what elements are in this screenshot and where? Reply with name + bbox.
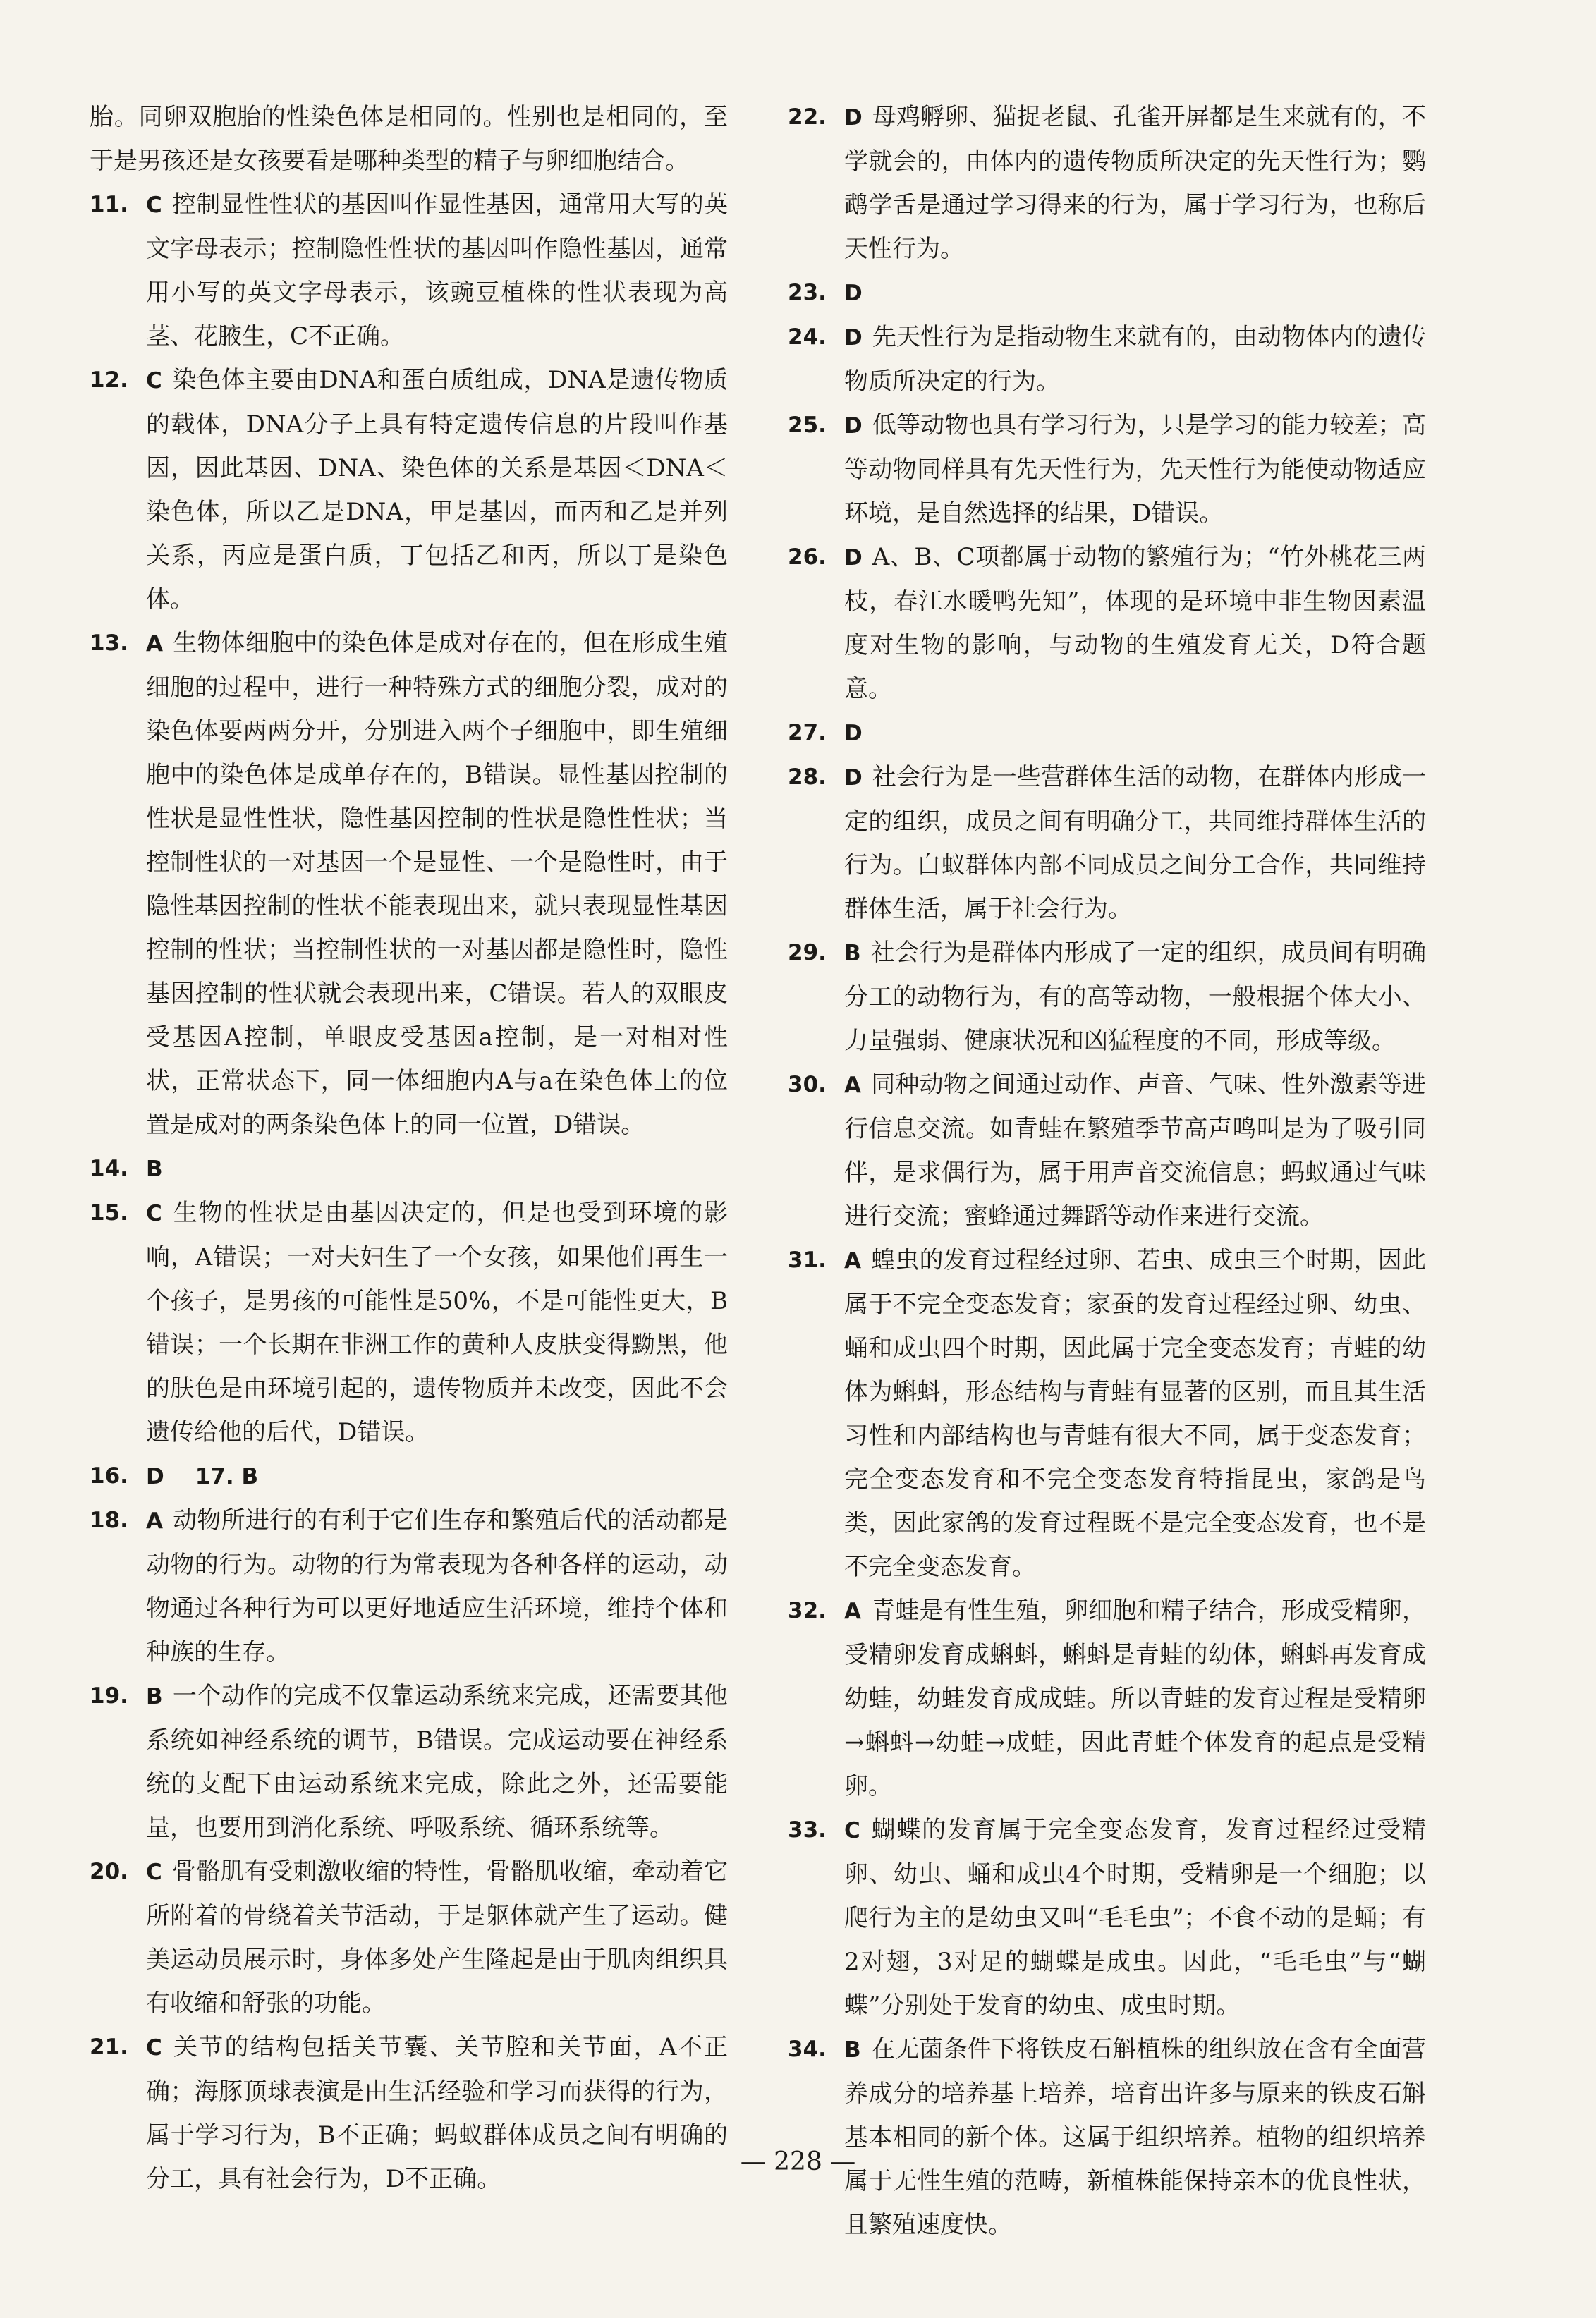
- item-number: 19.: [90, 1683, 128, 1709]
- item-number: 14.: [90, 1156, 128, 1181]
- answer-item-18: [90, 1499, 728, 1674]
- item-explanation: 低等动物也具有学习行为，只是学习的能力较差；高等动物同样具有先天性行为，先天性行为能使动物适应环境，是自然选择的结果，D错误。: [844, 411, 1426, 527]
- item-answer: D: [844, 281, 863, 306]
- item-number: 23.: [788, 280, 827, 305]
- item-explanation: 生物体细胞中的染色体是成对存在的，但在形成生殖细胞的过程中，进行一种特殊方式的细胞分裂，成对的染色体要两两分开，分别进入两个子细胞中，即生殖细胞中的染色体是成单存在的，B错误。显性基因控制的性状是显性性状，隐性基因控制的性状是隐性性状；当控制性状的一对基因一个是显性、一个是隐性时，由于隐性基因控制的性状不能表现出来，就只表现显性基因控制的性状；当控制性状的一对基因都是隐性时，隐性基因控制的性状就会表现出来，C错误。若人的双眼皮受基因A控制，单眼皮受基因a控制，是一对相对性状，正常状态下，同一体细胞内A与a在染色体上的位置是成对的两条染色体上的同一位置，D错误。: [146, 629, 728, 1139]
- answer-item-30: [788, 1063, 1426, 1238]
- answer-item-28: [788, 755, 1426, 931]
- item-number: 32.: [788, 1598, 827, 1623]
- item-number: 18.: [90, 1508, 128, 1533]
- item-explanation: 骨骼肌有受刺激收缩的特性，骨骼肌收缩，牵动着它所附着的骨绕着关节活动，于是躯体就产生了运动。健美运动员展示时，身体多处产生隆起是由于肌肉组织具有收缩和舒张的功能。: [146, 1858, 728, 2018]
- item-answer: D: [844, 105, 863, 130]
- answer-item-32: [788, 1589, 1426, 1808]
- item-answer: A: [844, 1073, 861, 1098]
- item-explanation: 控制显性性状的基因叫作显性基因，通常用大写的英文字母表示；控制隐性性状的基因叫作隐性基因，通常用小写的英文字母表示，该豌豆植株的性状表现为高茎、花腋生，C不正确。: [146, 190, 728, 350]
- page-number: — 228 —: [740, 2147, 856, 2176]
- item-number: 16.: [90, 1463, 128, 1489]
- item-explanation: 母鸡孵卵、猫捉老鼠、孔雀开屏都是生来就有的，不学就会的，由体内的遗传物质所决定的先天性行为；鹦鹉学舌是通过学习得来的行为，属于学习行为，也称后天性行为。: [844, 103, 1426, 263]
- answer-item-33: [788, 1808, 1426, 2027]
- item-number: 29.: [788, 940, 827, 965]
- item-answer: C: [146, 1201, 162, 1226]
- item-explanation: A、B、C项都属于动物的繁殖行为；“竹外桃花三两枝，春江水暖鸭先知”，体现的是环境中非生物因素温度对生物的影响，与动物的生殖发育无关，D符合题意。: [844, 543, 1426, 703]
- item-answer: A: [844, 1599, 861, 1624]
- answer-item-11: [90, 183, 728, 358]
- item-number: 27.: [788, 720, 827, 745]
- answer-item-29: [788, 931, 1426, 1063]
- item-explanation: 染色体主要由DNA和蛋白质组成，DNA是遗传物质的载体，DNA分子上具有特定遗传信息的片段叫作基因，因此基因、DNA、染色体的关系是基因＜DNA＜染色体，所以乙是DNA，甲是基因，而丙和乙是并列关系，丙应是蛋白质，丁包括乙和丙，所以丁是染色体。: [146, 366, 728, 614]
- item-number: 25.: [788, 413, 827, 438]
- item-answer: C: [146, 1860, 162, 1885]
- item-number: 22.: [788, 104, 827, 130]
- answer-item-31: [788, 1238, 1426, 1589]
- item-answer: D: [844, 721, 863, 746]
- item-explanation: 动物所进行的有利于它们生存和繁殖后代的活动都是动物的行为。动物的行为常表现为各种各样的运动，动物通过各种行为可以更好地适应生活环境，维持个体和种族的生存。: [146, 1506, 728, 1666]
- answer-item-19: [90, 1674, 728, 1850]
- item-number: 11.: [90, 192, 128, 217]
- item-explanation: 社会行为是群体内形成了一定的组织，成员间有明确分工的动物行为，有的高等动物，一般根据个体大小、力量强弱、健康状况和凶猛程度的不同，形成等级。: [844, 939, 1426, 1055]
- item-number: 30.: [788, 1072, 827, 1097]
- item-answer: C: [146, 368, 162, 394]
- answer-item-34: [788, 2027, 1426, 2247]
- item-number: 33.: [788, 1817, 827, 1843]
- answer-item-14: [90, 1147, 728, 1191]
- answer-item-25: [788, 403, 1426, 535]
- item-explanation: 蝴蝶的发育属于完全变态发育，发育过程经过受精卵、幼虫、蛹和成虫4个时期，受精卵是一个细胞；以爬行为主的是幼虫又叫“毛毛虫”；不食不动的是蛹；有2对翅，3对足的蝴蝶是成虫。因此，“毛毛虫”与“蝴蝶”分别处于发育的幼虫、成虫时期。: [844, 1816, 1426, 2020]
- item-answer: D: [844, 413, 863, 439]
- answer-item-20: [90, 1850, 728, 2025]
- answer-item-26: [788, 535, 1426, 711]
- answer-item-22: [788, 95, 1426, 271]
- item-answer: D: [844, 545, 863, 571]
- item-explanation: 社会行为是一些营群体生活的动物，在群体内形成一定的组织，成员之间有明确分工，共同维持群体生活的行为。白蚁群体内部不同成员之间分工合作，共同维持群体生活，属于社会行为。: [844, 763, 1426, 923]
- item-answer: C: [146, 193, 162, 218]
- item-number: 26.: [788, 544, 827, 570]
- item-17-answer: 17. B: [195, 1464, 259, 1489]
- item-answer: A: [844, 1248, 861, 1274]
- item-answer: C: [844, 1818, 860, 1843]
- item-answer: D: [844, 325, 863, 350]
- item-answer: B: [146, 1157, 163, 1182]
- item-number: 13.: [90, 630, 128, 656]
- answer-item-15: [90, 1191, 728, 1454]
- item-number: 12.: [90, 367, 128, 393]
- item-explanation: 在无菌条件下将铁皮石斛植株的组织放在含有全面营养成分的培养基上培养，培育出许多与原来的铁皮石斛基本相同的新个体。这属于组织培养。植物的组织培养属于无性生殖的范畴，新植株能保持亲本的优良性状，且繁殖速度快。: [844, 2035, 1426, 2239]
- answer-item-23: [788, 271, 1426, 315]
- item-answer: B: [146, 1684, 163, 1709]
- right-column: [788, 95, 1426, 2247]
- answer-item-27: [788, 711, 1426, 755]
- item-explanation: 关节的结构包括关节囊、关节腔和关节面，A不正确；海豚顶球表演是由生活经验和学习而获得的行为，属于学习行为，B不正确；蚂蚁群体成员之间有明确的分工，具有社会行为，D不正确。: [146, 2033, 728, 2193]
- continuation-text: 胎。同卵双胞胎的性染色体是相同的。性别也是相同的，至于是男孩还是女孩要看是哪种类型的精子与卵细胞结合。: [90, 103, 728, 175]
- item-answer: D: [844, 765, 863, 791]
- answer-item-24: [788, 315, 1426, 403]
- answer-item-13: [90, 621, 728, 1147]
- item-answer: A: [146, 631, 163, 657]
- answer-item-12: [90, 358, 728, 621]
- item-number: 24.: [788, 324, 827, 350]
- item-number: 15.: [90, 1200, 128, 1226]
- item-explanation: 蝗虫的发育过程经过卵、若虫、成虫三个时期，因此属于不完全变态发育；家蚕的发育过程经过卵、幼虫、蛹和成虫四个时期，因此属于完全变态发育；青蛙的幼体为蝌蚪，形态结构与青蛙有显著的区别，而且其生活习性和内部结构也与青蛙有很大不同，属于变态发育；完全变态发育和不完全变态发育特指昆虫，家鸽是鸟类，因此家鸽的发育过程既不是完全变态发育，也不是不完全变态发育。: [844, 1246, 1426, 1581]
- item-answer: D: [146, 1464, 164, 1489]
- item-number: 28.: [788, 764, 827, 790]
- item-number: 21.: [90, 2035, 128, 2060]
- item-explanation: 生物的性状是由基因决定的，但是也受到环境的影响，A错误；一对夫妇生了一个女孩，如果他们再生一个孩子，是男孩的可能性是50%，不是可能性更大，B错误；一个长期在非洲工作的黄种人皮肤变得黝黑，他的肤色是由环境引起的，遗传物质并未改变，因此不会遗传给他的后代，D错误。: [146, 1199, 728, 1446]
- item-answer: B: [844, 941, 861, 966]
- left-column: [90, 95, 728, 2201]
- item-explanation: 青蛙是有性生殖，卵细胞和精子结合，形成受精卵，受精卵发育成蝌蚪，蝌蚪是青蛙的幼体，蝌蚪再发育成幼蛙，幼蛙发育成成蛙。所以青蛙的发育过程是受精卵→蝌蚪→幼蛙→成蛙，因此青蛙个体发育的起点是受精卵。: [844, 1597, 1426, 1800]
- item-answer: C: [146, 2035, 162, 2061]
- item-answer: B: [844, 2037, 861, 2063]
- item-number: 34.: [788, 2037, 827, 2062]
- item-answer: A: [146, 1508, 163, 1534]
- answer-item-16-17: [90, 1454, 728, 1499]
- item-explanation: 一个动作的完成不仅靠运动系统来完成，还需要其他系统如神经系统的调节，B错误。完成运动要在神经系统的支配下由运动系统来完成，除此之外，还需要能量，也要用到消化系统、呼吸系统、循环系统等。: [146, 1682, 728, 1842]
- item-number: 20.: [90, 1859, 128, 1884]
- item-explanation: 先天性行为是指动物生来就有的，由动物体内的遗传物质所决定的行为。: [844, 323, 1426, 396]
- item-explanation: 同种动物之间通过动作、声音、气味、性外激素等进行信息交流。如青蛙在繁殖季节高声鸣叫是为了吸引同伴，是求偶行为，属于用声音交流信息；蚂蚁通过气味进行交流；蜜蜂通过舞蹈等动作来进行交流。: [844, 1070, 1426, 1231]
- item-number: 31.: [788, 1248, 827, 1273]
